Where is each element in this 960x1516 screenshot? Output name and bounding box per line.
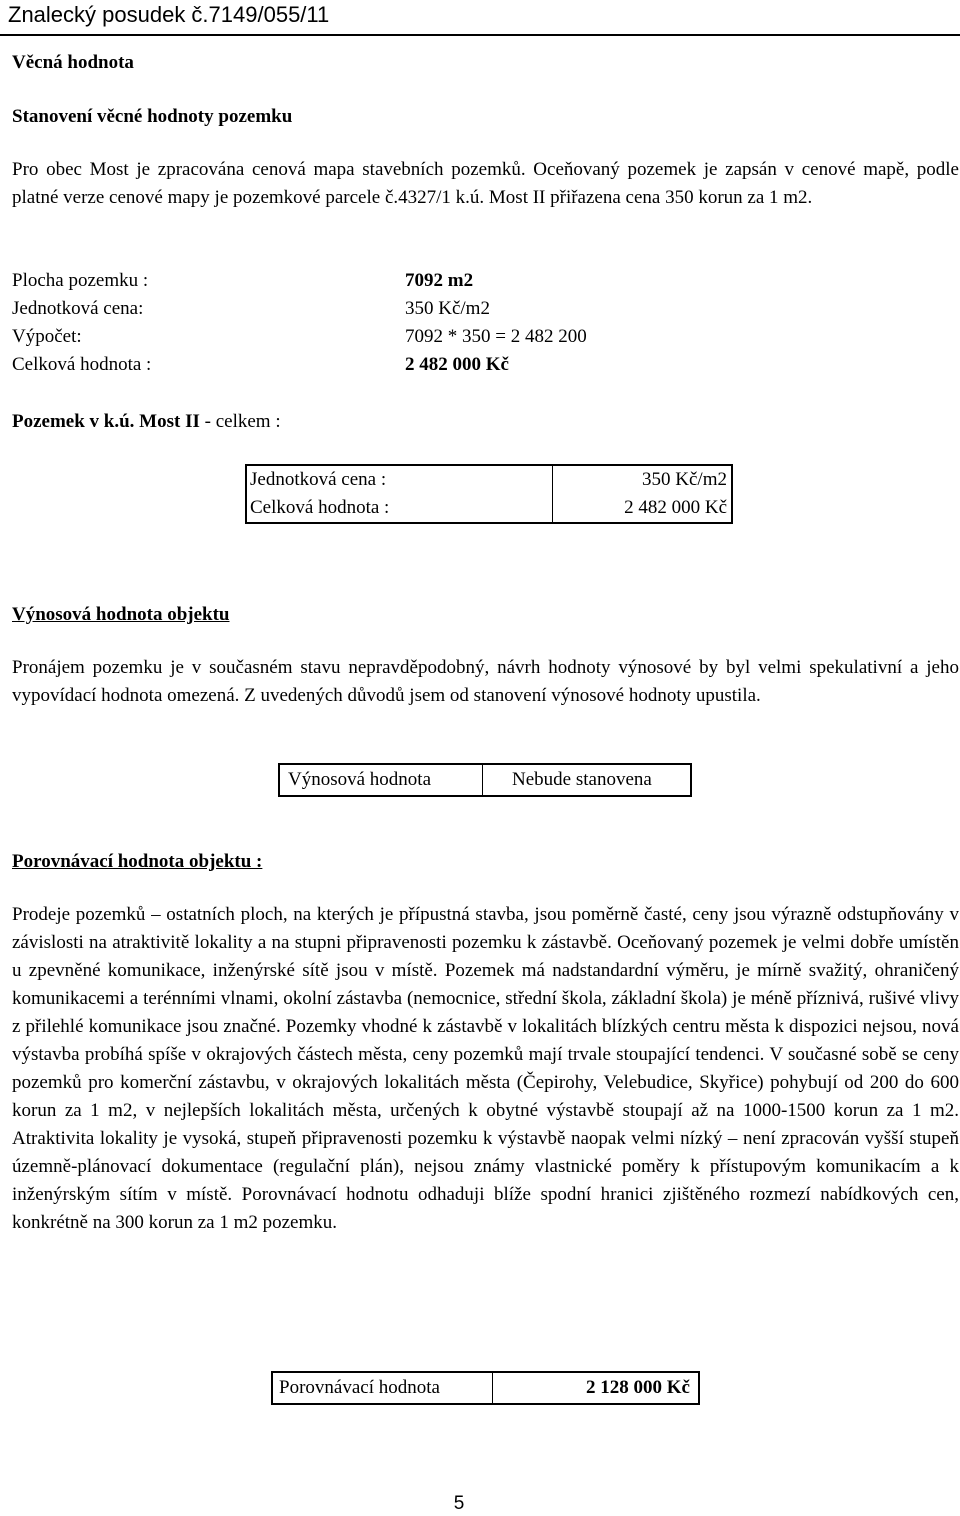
box-value-porovnavaci: 2 128 000 Kč	[586, 1377, 690, 1398]
page-number: 5	[453, 1493, 465, 1514]
box-label-porovnavaci: Porovnávací hodnota	[279, 1377, 440, 1398]
result-box-porovnavaci	[271, 1371, 700, 1405]
label-plocha: Plocha pozemku :	[12, 270, 149, 291]
box-value-celkova: 2 482 000 Kč	[624, 497, 727, 518]
box-label-jednotkova: Jednotková cena :	[250, 469, 387, 490]
value-jednotkova-cena: 350 Kč/m2	[405, 298, 490, 319]
heading-pozemek-celkem	[12, 411, 281, 433]
label-celkova-hodnota: Celková hodnota :	[12, 354, 152, 375]
box-label-vynosova: Výnosová hodnota	[288, 769, 432, 790]
box-divider	[552, 466, 553, 522]
section-heading-porovnavaci: Porovnávací hodnota objektu :	[12, 851, 263, 872]
subheading-pozemek: Stanovení věcné hodnoty pozemku	[12, 106, 293, 127]
result-box-vynosova	[278, 763, 692, 797]
paragraph-porovnavaci: Prodeje pozemků – ostatních ploch, na kterých je přípustná stavba, jsou poměrně časté, ceny jsou výrazně odstupňovány v závislosti na atraktivitě lokality a na stupni připravenosti pozemku k zástavbě. Oceňovaný pozemek je velmi dobře umístěn u zpevněné komunikace, inženýrské sítě jsou v místě. Pozemek má nadstandardní výměru, je mírně svažitý, ohraničený komunikacemi a terénními vlnami, okolní zástavba (nemocnice, střední škola, základní škola) je méně příznivá, rušivé vlivy z přilehlé komunikace jsou značné. Pozemky vhodné k zástavbě v lokalitách blízkých centru města k dispozici nejsou, nová výstavba probíhá spíše v okrajových částech města, ceny pozemků mají trvale stoupající tendenci. V současné sobě se ceny pozemků pro komerční zástavbu, v okrajových lokalitách města (Čepirohy, Velebudice, Skyřice) pohybují od 200 do 600 korun za 1 m2, v nejlepších lokalitách města, určených k obytné výstavbě stoupají až na 1000-1500 korun za 1 m2. Atraktivita lokality je vysoká, stupeň připravenosti pozemku k výstavbě naopak velmi nízký – není zpracován vyšší stupeň územně-plánovací dokumentace (regulační plán), nejsou známy vlastnické poměry k přístupovým komunikacím a k inženýrským sítím v místě. Porovnávací hodnotu odhaduji blíže spodní hranici zjištěného rozmezí nabídkových cen, konkrétně na 300 korun za 1 m2 pozemku.	[12, 904, 959, 1233]
page-header	[0, 0, 960, 36]
paragraph-cenova-mapa: Pro obec Most je zpracována cenová mapa stavebních pozemků. Oceňovaný pozemek je zapsán v cenové mapě, podle platné verze cenové mapy je pozemkové parcele č.4327/1 k.ú. Most II přiřazena cena 350 korun za 1 m2.	[12, 159, 959, 208]
heading-pozemek-bold: Pozemek v k.ú. Most II	[12, 411, 200, 432]
value-plocha: 7092 m2	[405, 270, 474, 291]
value-celkova-hodnota: 2 482 000 Kč	[405, 354, 509, 375]
value-vypocet: 7092 * 350 = 2 482 200	[405, 326, 587, 347]
heading-pozemek-rest: - celkem :	[199, 411, 281, 432]
label-vypocet: Výpočet:	[12, 326, 82, 347]
paragraph-vynosova: Pronájem pozemku je v současném stavu nepravděpodobný, návrh hodnoty výnosové by byl velmi spekulativní a jeho vypovídací hodnota omezená. Z uvedených důvodů jsem od stanovení výnosové hodnoty upustila.	[12, 657, 959, 706]
summary-box-pozemek	[245, 464, 733, 524]
section-heading-vynosova: Výnosová hodnota objektu	[12, 604, 230, 625]
box-divider	[492, 1373, 493, 1403]
box-divider	[482, 765, 483, 795]
box-value-vynosova: Nebude stanovena	[512, 769, 652, 790]
document-title: Znalecký posudek č.7149/055/11	[8, 2, 330, 27]
box-value-jednotkova: 350 Kč/m2	[642, 469, 727, 490]
section-heading-vecna: Věcná hodnota	[12, 52, 134, 73]
label-jednotkova-cena: Jednotková cena:	[12, 298, 144, 319]
box-label-celkova: Celková hodnota :	[250, 497, 390, 518]
